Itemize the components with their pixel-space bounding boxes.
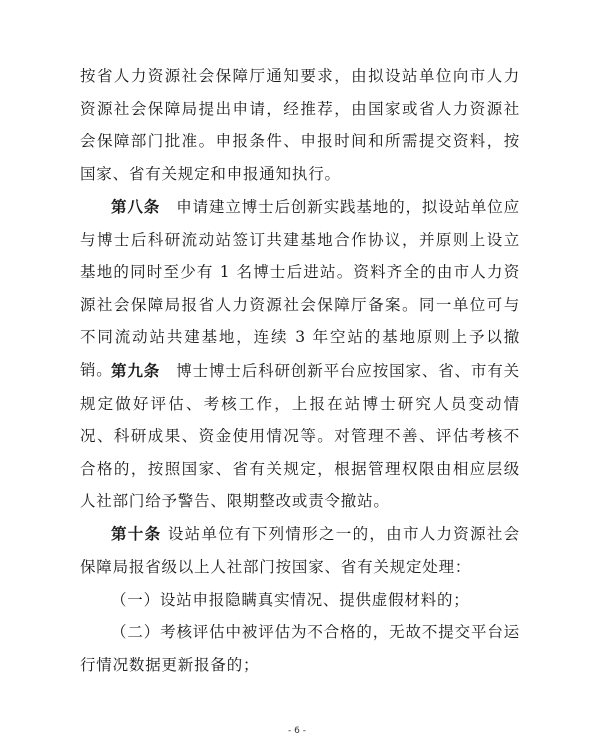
paragraph-text: 按省人力资源社会保障厅通知要求，由拟设站单位向市人力资源社会保障局提出申请，经推荐，由国家或省人力资源社会保障部门批准。申报条件、申报时间和所需提交资料，按国家、省有关规定和申报通知执行。 — [80, 67, 520, 183]
list-item-1-text: （一）设站申报隐瞒真实情况、提供虚假材料的； — [111, 591, 470, 609]
article-9-text: 博士博士后科研创新平台应按国家、省、市有关规定做好评估、考核工作，上报在站博士研究人员变动情况、科研成果、资金使用情况等。对管理不善、评估考核不合格的，按照国家、省有关规定，根据管理权限由相应层级人社部门给予警告、限期整改或责令撤站。 — [80, 362, 520, 511]
article-10-paragraph — [80, 518, 520, 583]
article-9-paragraph — [80, 355, 520, 518]
article-9-heading: 第九条 — [111, 361, 161, 380]
page-number: - 6 - — [288, 726, 306, 736]
article-8-heading: 第八条 — [111, 197, 161, 216]
paragraph-continuation — [80, 60, 520, 190]
article-10-heading: 第十条 — [111, 524, 162, 543]
article-8-text: 申请建立博士后创新实践基地的，拟设站单位应与博士后科研流动站签订共建基地合作协议，并原则上设立基地的同时至少有 1 名博士后进站。资料齐全的由市人力资源社会保障局报省人力资源社会保障厅备案。同一单位可与不同流动站共建基地，连续 3 年空站的基地原则上予以撤销。 — [80, 198, 520, 379]
article-10-text: 设站单位有下列情形之一的，由市人力资源社会保障局报省级以上人社部门按国家、省有关规定处理： — [80, 525, 520, 576]
list-item-2 — [80, 616, 520, 681]
list-item-2-text: （二）考核评估中被评估为不合格的，无故不提交平台运行情况数据更新报备的； — [80, 623, 520, 674]
list-item-1 — [80, 584, 520, 617]
